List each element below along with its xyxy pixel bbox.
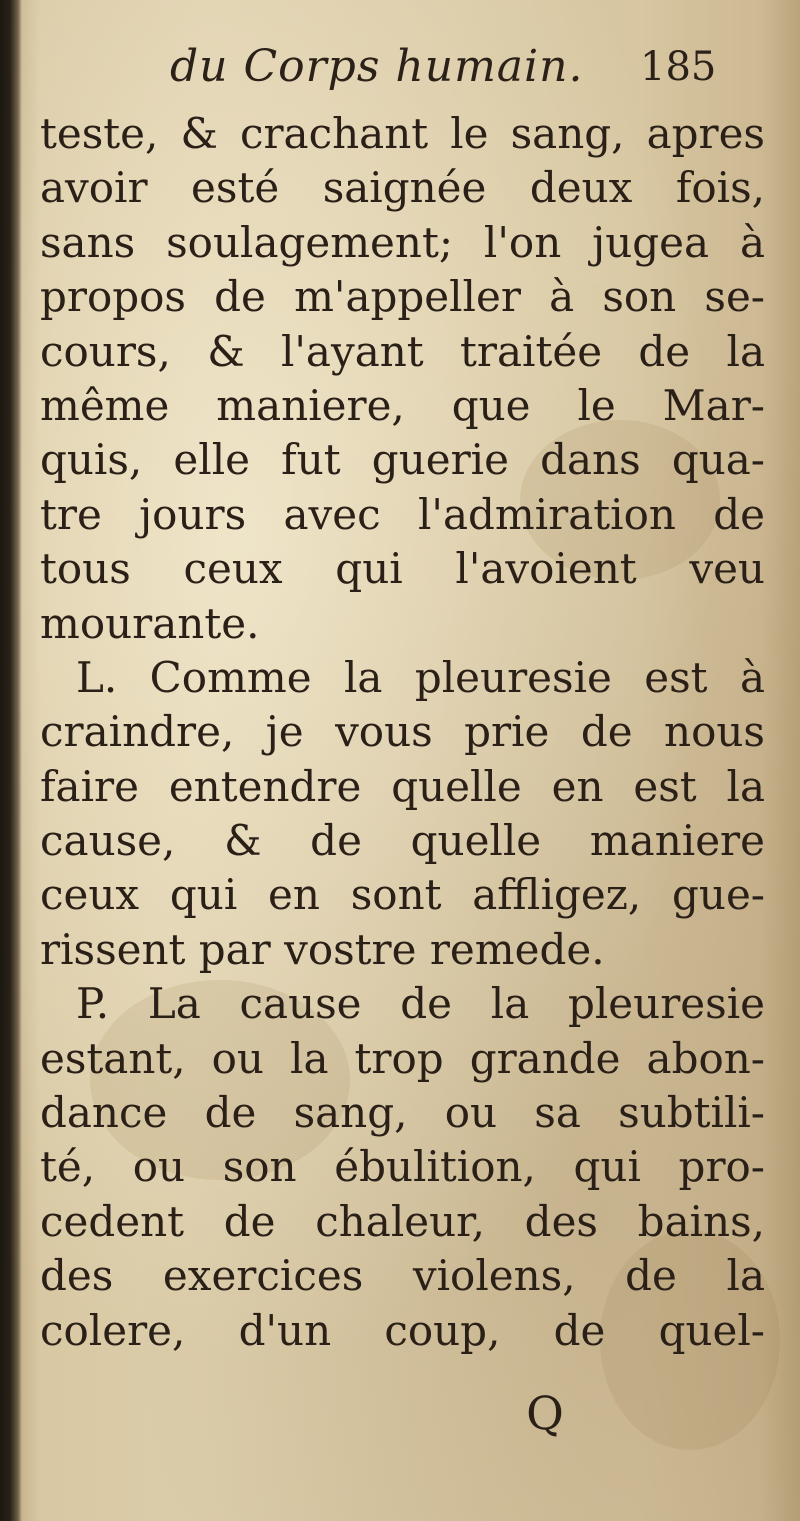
text-line: mourante. bbox=[40, 598, 260, 648]
text-line: tous ceux qui l'avoient veu bbox=[40, 544, 765, 594]
text-line: ceux qui en sont affligez, gue- bbox=[40, 870, 765, 920]
text-line: des exercices violens, de la bbox=[40, 1251, 765, 1301]
page-number: 185 bbox=[640, 44, 717, 90]
text-line: P. La cause de la pleuresie bbox=[76, 979, 765, 1029]
text-line: teste, & crachant le sang, apres bbox=[40, 109, 765, 158]
text-line: cedent de chaleur, des bains, bbox=[40, 1196, 765, 1246]
text-line: cours, & l'ayant traitée de la bbox=[40, 326, 765, 376]
text-line: avoir esté saignée deux fois, bbox=[40, 163, 765, 213]
text-line: craindre, je vous prie de nous bbox=[40, 707, 765, 757]
text-line: té, ou son ébulition, qui pro- bbox=[40, 1142, 765, 1192]
catchword: Q bbox=[526, 1386, 564, 1440]
text-line: L. Comme la pleuresie est à bbox=[76, 652, 765, 702]
text-line: tre jours avec l'admiration de bbox=[40, 489, 765, 539]
text-line: dance de sang, ou sa subtili- bbox=[40, 1088, 765, 1138]
text-line: quis, elle fut guerie dans qua- bbox=[40, 435, 765, 485]
text-line: colere, d'un coup, de quel- bbox=[40, 1305, 765, 1355]
text-line: cause, & de quelle maniere bbox=[40, 816, 765, 866]
text-line: sans soulagement; l'on jugea à bbox=[40, 217, 765, 267]
text-line: même maniere, que le Mar- bbox=[40, 380, 765, 430]
text-line: rissent par vostre remede. bbox=[40, 924, 605, 974]
body-text bbox=[40, 107, 765, 1358]
running-head: du Corps humain. bbox=[170, 41, 584, 92]
text-line: faire entendre quelle en est la bbox=[40, 761, 765, 811]
page-binding-edge bbox=[0, 0, 22, 1521]
text-line: propos de m'appeller à son se- bbox=[40, 272, 765, 322]
text-line: estant, ou la trop grande abon- bbox=[40, 1033, 765, 1083]
